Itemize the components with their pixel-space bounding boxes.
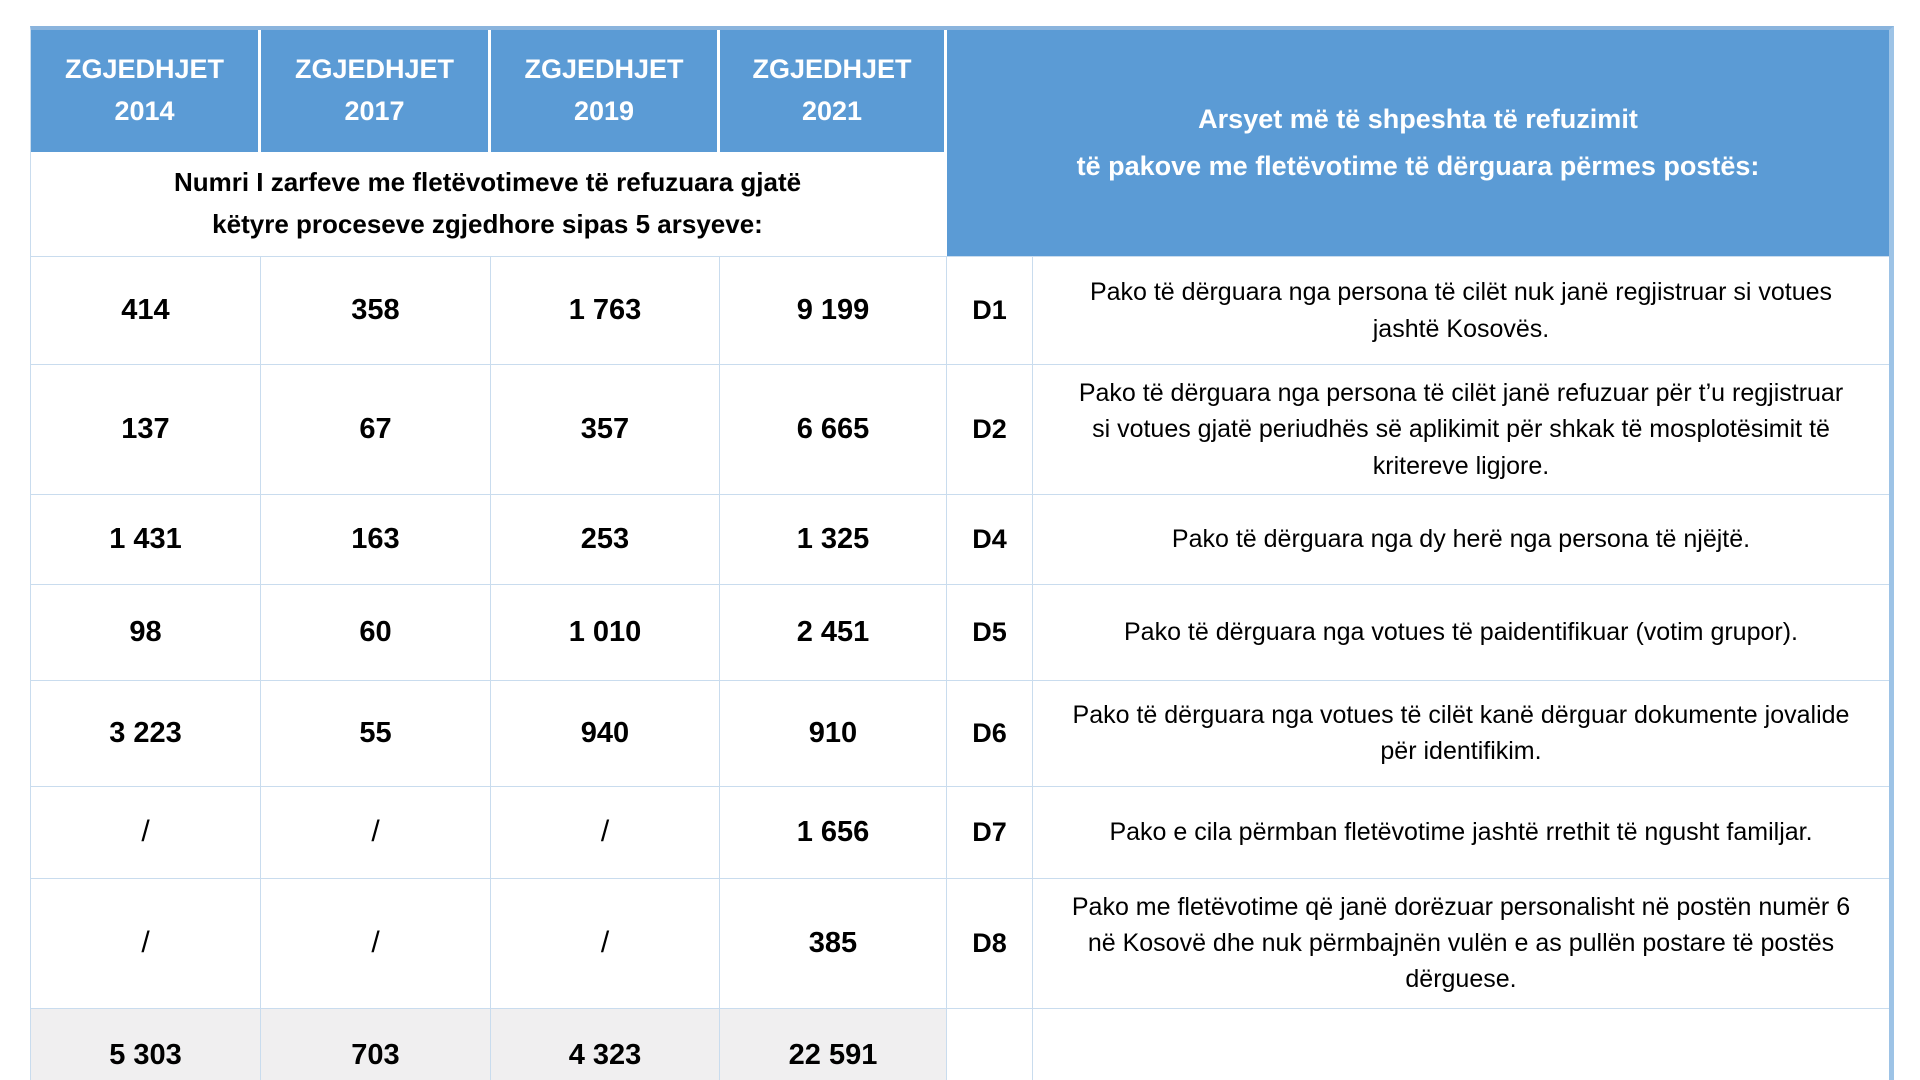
column-header-year: 2021 — [801, 96, 863, 126]
value-cell-2019: / — [491, 878, 720, 1008]
column-header-label: ZGJEDHJET — [294, 54, 455, 85]
value-cell-2017: 67 — [261, 364, 491, 494]
total-cell-2017: 703 — [261, 1008, 491, 1080]
reason-code-cell: D6 — [947, 680, 1033, 786]
reasons-header-line1: Arsyet më të shpeshta të refuzimit — [1198, 103, 1638, 134]
column-header-year: 2017 — [344, 96, 405, 126]
column-header-zgjedhjet-2021 — [720, 30, 947, 152]
value-cell-2019: 1 010 — [491, 584, 720, 680]
value-cell-2014: 137 — [31, 364, 261, 494]
rejected-ballots-table — [30, 26, 1894, 1080]
value-cell-2014: / — [31, 878, 261, 1008]
value-cell-2019: 253 — [491, 494, 720, 584]
value-cell-2021: 385 — [720, 878, 947, 1008]
value-cell-2017: 60 — [261, 584, 491, 680]
value-cell-2021: 1 656 — [720, 786, 947, 878]
value-cell-2014: 98 — [31, 584, 261, 680]
total-cell-2014: 5 303 — [31, 1008, 261, 1080]
value-cell-2021: 910 — [720, 680, 947, 786]
value-cell-2019: 1 763 — [491, 256, 720, 364]
value-cell-2017: / — [261, 786, 491, 878]
column-header-zgjedhjet-2014 — [31, 30, 261, 152]
value-cell-2017: 163 — [261, 494, 491, 584]
reason-code-cell: D1 — [947, 256, 1033, 364]
value-cell-2017: 55 — [261, 680, 491, 786]
value-cell-2014: / — [31, 786, 261, 878]
reason-text-cell: Pako të dërguara nga dy herë nga persona të njëjtë. — [1033, 494, 1889, 584]
value-cell-2021: 1 325 — [720, 494, 947, 584]
value-cell-2019: 940 — [491, 680, 720, 786]
reason-text-cell: Pako me fletëvotime që janë dorëzuar personalisht në postën numër 6 në Kosovë dhe nuk përmbajnën vulën e as pullën postare të postës dërguese. — [1033, 878, 1889, 1008]
value-cell-2021: 6 665 — [720, 364, 947, 494]
reason-text-cell: Pako të dërguara nga votues të cilët kanë dërguar dokumente jovalide për identifikim. — [1033, 680, 1889, 786]
reason-text-cell: Pako të dërguara nga votues të paidentifikuar (votim grupor). — [1033, 584, 1889, 680]
value-cell-2017: 358 — [261, 256, 491, 364]
reason-code-cell: D5 — [947, 584, 1033, 680]
reason-text-cell: Pako të dërguara nga persona të cilët nuk janë regjistruar si votues jashtë Kosovës. — [1033, 256, 1889, 364]
column-header-label: ZGJEDHJET — [524, 54, 684, 85]
reason-code-cell: D4 — [947, 494, 1033, 584]
reason-text-cell: Pako të dërguara nga persona të cilët janë refuzuar për t’u regjistruar si votues gjatë periudhës së aplikimit për shkak të mosplotësimit të kritereve ligjore. — [1033, 364, 1889, 494]
total-cell-2019: 4 323 — [491, 1008, 720, 1080]
value-cell-2021: 9 199 — [720, 256, 947, 364]
reasons-header-line2: të pakove me fletëvotime të dërguara përmes postës: — [1076, 151, 1760, 181]
column-header-year: 2019 — [573, 96, 635, 126]
value-cell-2014: 1 431 — [31, 494, 261, 584]
value-cell-2017: / — [261, 878, 491, 1008]
envelope-count-subheader — [31, 152, 947, 256]
envelope-count-subheader-text: Numri I zarfeve me fletëvotimeve të refuzuara gjatë këtyre proceseve zgjedhore sipas 5 arsyeve: — [173, 167, 802, 239]
reason-text-cell: Pako e cila përmban fletëvotime jashtë rrethit të ngusht familjar. — [1033, 786, 1889, 878]
value-cell-2014: 414 — [31, 256, 261, 364]
total-reason-cell-empty — [1033, 1008, 1889, 1080]
total-code-cell-empty — [947, 1008, 1033, 1080]
reason-code-cell: D8 — [947, 878, 1033, 1008]
total-cell-2021: 22 591 — [720, 1008, 947, 1080]
value-cell-2014: 3 223 — [31, 680, 261, 786]
reasons-header — [947, 30, 1889, 256]
reason-code-cell: D2 — [947, 364, 1033, 494]
column-header-zgjedhjet-2019 — [491, 30, 720, 152]
column-header-year: 2014 — [114, 96, 175, 126]
reason-code-cell: D7 — [947, 786, 1033, 878]
value-cell-2021: 2 451 — [720, 584, 947, 680]
column-header-label: ZGJEDHJET — [752, 54, 912, 85]
column-header-zgjedhjet-2017 — [261, 30, 491, 152]
value-cell-2019: / — [491, 786, 720, 878]
column-header-label: ZGJEDHJET — [64, 54, 225, 85]
value-cell-2019: 357 — [491, 364, 720, 494]
